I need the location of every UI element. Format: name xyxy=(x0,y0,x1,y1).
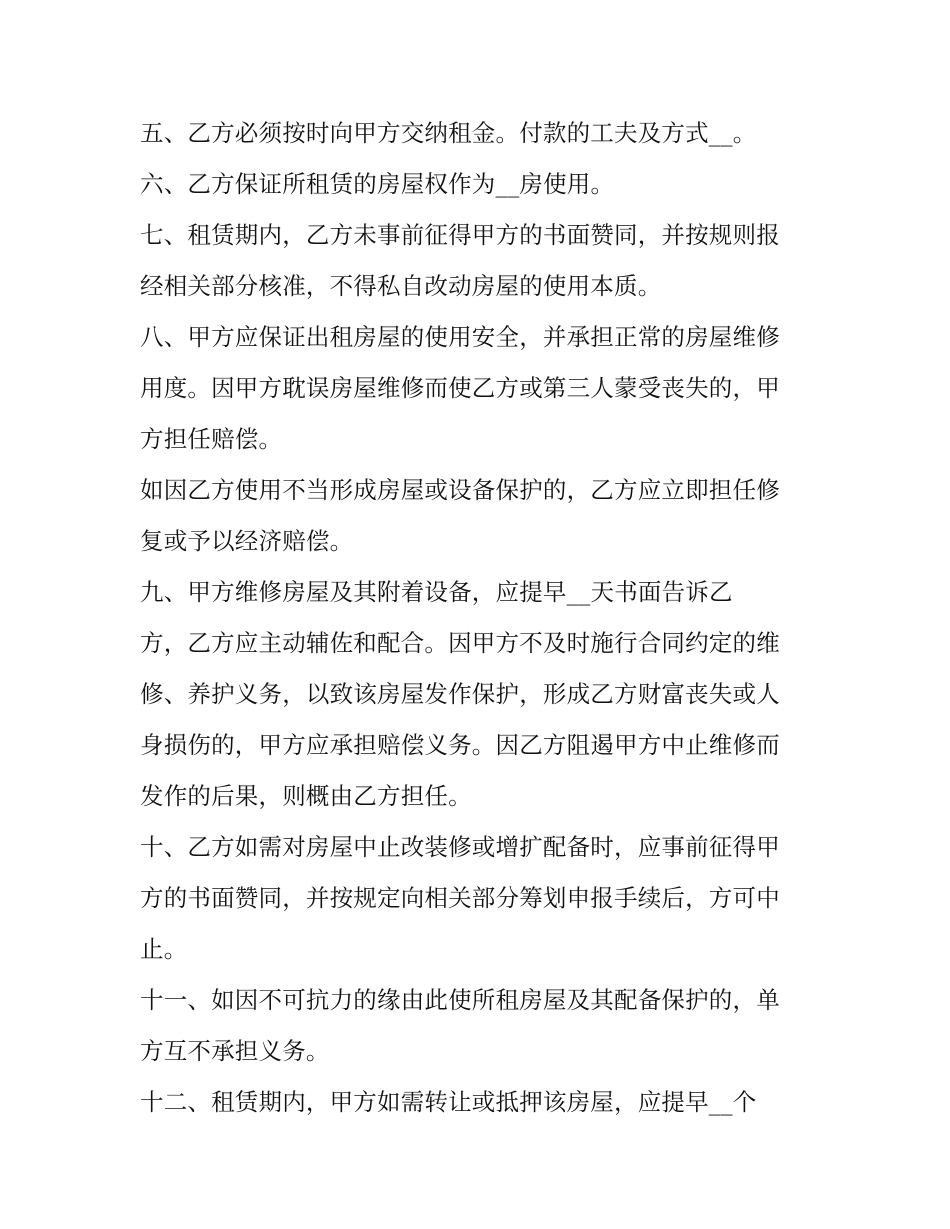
text-line: 身损伤的，甲方应承担赔偿义务。因乙方阻遏甲方中止维修而 xyxy=(140,731,780,759)
text-line: 方互不承担义务。 xyxy=(140,1037,330,1065)
text-line: 复或予以经济赔偿。 xyxy=(140,527,354,555)
text-line: 发作的后果，则概由乙方担任。 xyxy=(140,782,472,810)
text-line: 经相关部分核准，不得私自改动房屋的使用本质。 xyxy=(140,272,662,300)
text-line: 方的书面赞同，并按规定向相关部分筹划申报手续后，方可中 xyxy=(140,884,780,912)
text-line: 十、乙方如需对房屋中止改装修或增扩配备时，应事前征得甲 xyxy=(140,833,780,861)
text-line: 如因乙方使用不当形成房屋或设备保护的，乙方应立即担任修 xyxy=(140,476,780,504)
text-line: 修、养护义务，以致该房屋发作保护，形成乙方财富丧失或人 xyxy=(140,680,780,708)
text-line: 十一、如因不可抗力的缘由此使所租房屋及其配备保护的，单 xyxy=(140,986,780,1014)
text-line: 用度。因甲方耽误房屋维修而使乙方或第三人蒙受丧失的，甲 xyxy=(140,374,780,402)
text-line: 九、甲方维修房屋及其附着设备，应提早__天书面告诉乙 xyxy=(140,578,733,606)
text-line: 八、甲方应保证出租房屋的使用安全，并承担正常的房屋维修 xyxy=(140,323,780,351)
text-line: 七、租赁期内，乙方未事前征得甲方的书面赞同，并按规则报 xyxy=(140,221,780,249)
text-line: 方，乙方应主动辅佐和配合。因甲方不及时施行合同约定的维 xyxy=(140,629,780,657)
text-line: 方担任赔偿。 xyxy=(140,425,283,453)
text-line: 五、乙方必须按时向甲方交纳租金。付款的工夫及方式__。 xyxy=(140,119,757,147)
document-body xyxy=(140,108,820,1128)
text-line: 止。 xyxy=(140,935,188,963)
text-line: 十二、租赁期内，甲方如需转让或抵押该房屋，应提早__个 xyxy=(140,1088,757,1116)
text-line: 六、乙方保证所租赁的房屋权作为__房使用。 xyxy=(140,170,615,198)
